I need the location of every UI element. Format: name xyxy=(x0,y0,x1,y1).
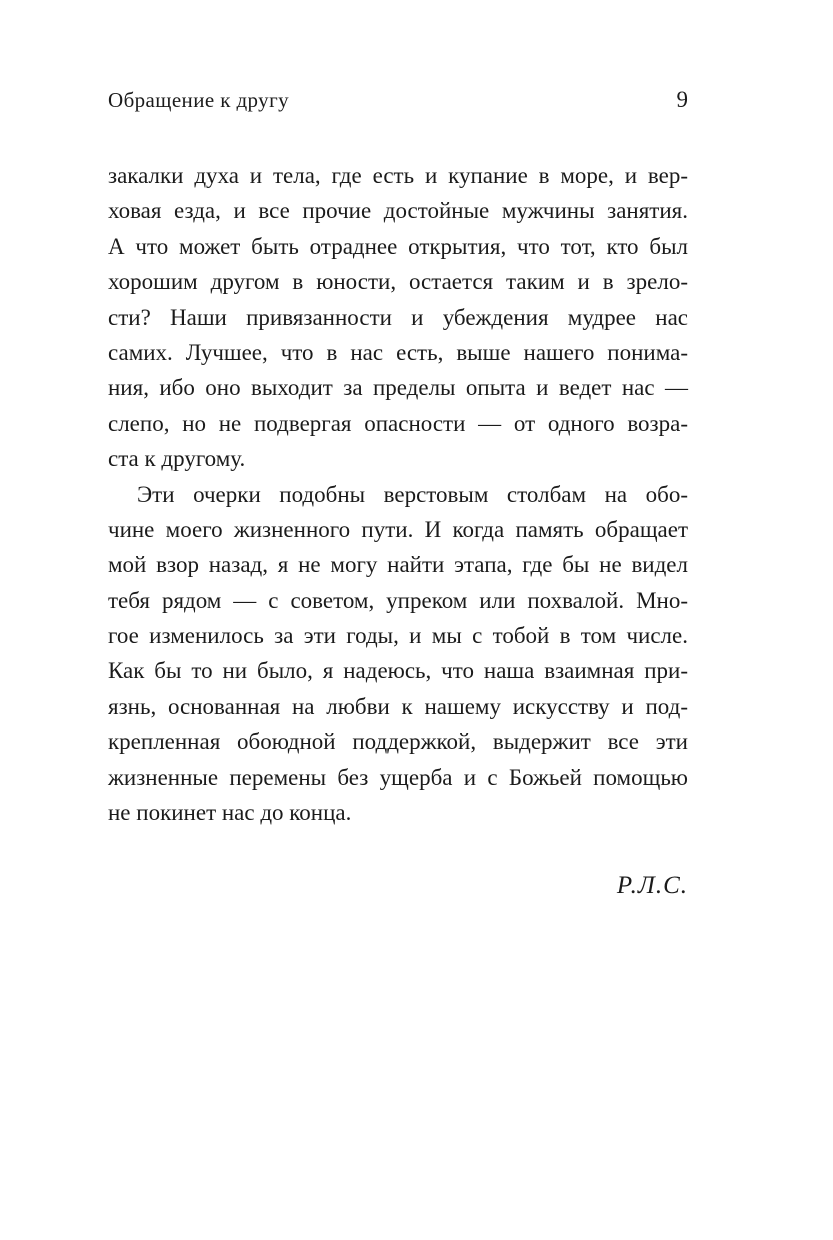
text-line: Как бы то ни было, я надеюсь, что наша взаимная при- xyxy=(108,658,688,684)
running-title: Обращение к другу xyxy=(108,88,289,112)
text-line: ния, ибо оно выходит за пределы опыта и ведет нас — xyxy=(108,375,688,401)
text-line: слепо, но не подвергая опасности — от одного возра- xyxy=(108,410,688,436)
page-header xyxy=(108,86,688,114)
text-line: жизненные перемены без ущерба и с Божьей помощью xyxy=(108,764,688,790)
text-line: чине моего жизненного пути. И когда память обращает xyxy=(108,516,688,542)
body-text xyxy=(108,158,688,830)
text-line: не покинет нас до конца. xyxy=(108,800,352,826)
text-line: гое изменилось за эти годы, и мы с тобой в том числе. xyxy=(108,623,688,649)
text-line: ховая езда, и все прочие достойные мужчины занятия. xyxy=(108,198,688,224)
text-line: Эти очерки подобны верстовым столбам на обо- xyxy=(137,481,688,507)
text-line: А что может быть отраднее открытия, что тот, кто был xyxy=(108,233,688,259)
text-line: язнь, основанная на любви к нашему искусству и под- xyxy=(108,693,688,719)
text-line: тебя рядом — с советом, упреком или похвалой. Мно- xyxy=(108,587,688,613)
text-line: хорошим другом в юности, остается таким и в зрело- xyxy=(108,269,688,295)
text-line: мой взор назад, я не могу найти этапа, где бы не видел xyxy=(108,552,688,578)
text-line: крепленная обоюдной поддержкой, выдержит все эти xyxy=(108,729,688,755)
text-line: закалки духа и тела, где есть и купание в море, и вер- xyxy=(108,163,688,188)
text-line: самих. Лучшее, что в нас есть, выше нашего понима- xyxy=(108,339,688,365)
page-number: 9 xyxy=(676,87,688,112)
text-line: сти? Наши привязанности и убеждения мудрее нас xyxy=(108,304,688,330)
author-initials: Р.Л.С. xyxy=(616,872,688,900)
text-line: ста к другому. xyxy=(108,446,246,472)
